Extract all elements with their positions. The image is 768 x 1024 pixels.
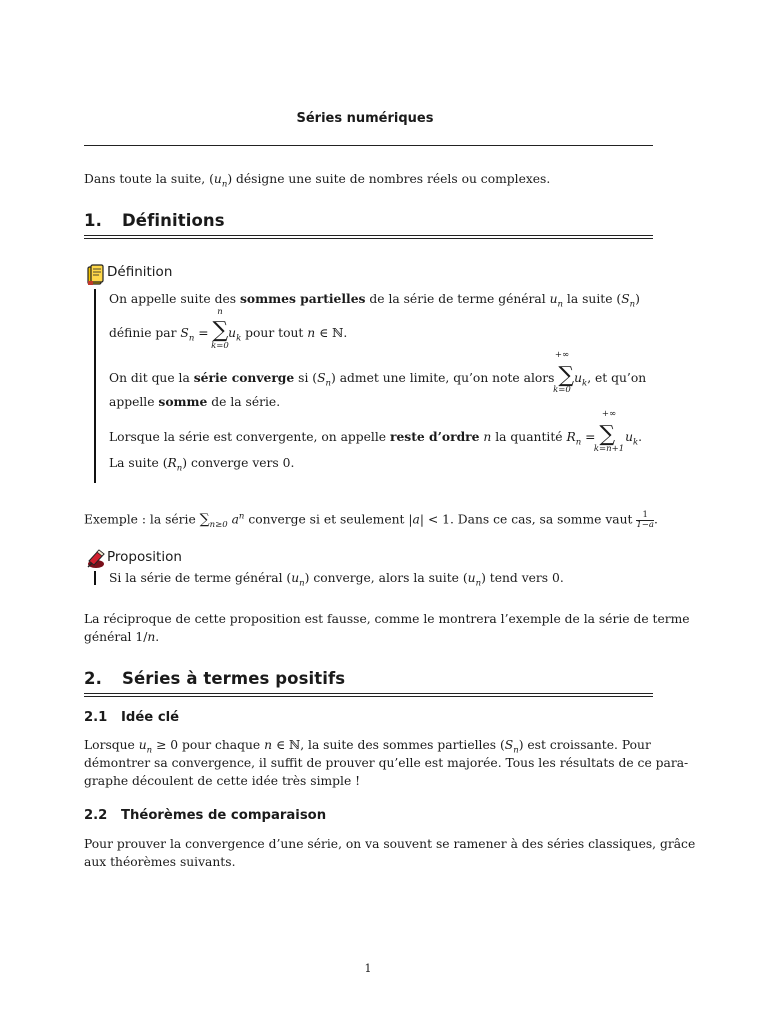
- subsection-heading-2-1: 2.1 Idée clé: [84, 710, 180, 725]
- title-rule: [84, 145, 653, 146]
- definition-heading: Définition: [107, 264, 173, 280]
- sum-lower-limit: k=n+1: [593, 444, 625, 454]
- sum-symbol: ∑: [558, 363, 575, 388]
- intro-text: Dans toute la suite, $(u_n)$ désigne une suite de nombres réels ou complexes.: [84, 172, 551, 190]
- fraction: $\frac{1}{1-a}$: [636, 510, 654, 530]
- subsection-2-2-line-1: Pour prouver la convergence d’une série, on va souvent se ramener à des séries classiques, grâce: [84, 837, 696, 851]
- section-2-rule: [84, 693, 653, 697]
- sum-upper-limit: n: [217, 307, 223, 317]
- proposition-text: Si la série de terme général $(u_n)$ converge, alors la suite $(u_n)$ tend vers 0.: [109, 571, 564, 589]
- sum-symbol: ∑: [599, 422, 616, 447]
- sum-symbol: ∑: [212, 318, 229, 343]
- definition-paragraph-4: La suite $(R_n)$ converge vers 0.: [109, 456, 295, 474]
- remark-line-1: La réciproque de cette proposition est fausse, comme le montrera l’exemple de la série de terme: [84, 612, 690, 626]
- subsection-2-1-line-3: graphe découlent de cette idée très simple !: [84, 774, 361, 788]
- definition-icon: [86, 264, 106, 286]
- subsection-2-1-line-2: démontrer sa convergence, il suffit de prouver qu’elle est majorée. Tous les résultats de ce para-: [84, 756, 689, 770]
- proposition-bar: [94, 571, 96, 585]
- subsection-heading-2-2: 2.2 Théorèmes de comparaison: [84, 808, 327, 823]
- definition-bar: [94, 289, 96, 483]
- sum-lower-limit: k=0: [211, 341, 229, 351]
- definition-paragraph-1-line2: définie par $S_n = \sum u_k$ pour tout n ∈ ℕ.: [109, 318, 348, 344]
- definition-paragraph-2: On dit que la série converge si $(S_n)$ admet une limite, qu’on note alors $\sum u_k$, et qu’on: [109, 363, 647, 389]
- definition-paragraph-2-line2: appelle somme de la série.: [109, 394, 281, 409]
- subsection-2-1-line-1: Lorsque $u_n \ge 0$ pour chaque n ∈ ℕ, la suite des sommes partielles $(S_n)$ est croissante. Pour: [84, 738, 651, 756]
- proposition-icon: [86, 547, 106, 569]
- remark-line-2: général 1/n.: [84, 630, 160, 644]
- sum-lower-limit: k=0: [553, 385, 571, 395]
- definition-paragraph-1: On appelle suite des sommes partielles de la série de terme général $u_n$ la suite $(S_n)$: [109, 291, 640, 310]
- subsection-2-2-line-2: aux théorèmes suivants.: [84, 855, 236, 869]
- page-number: 1: [364, 962, 372, 975]
- example-text: Exemple : la série $\sum_{n\ge 0}$ $a^n$ converge si et seulement |a| < 1. Dans ce cas, sa somme vaut $\frac{1}{1-a}$ .: [84, 510, 658, 530]
- section-1-rule: [84, 235, 653, 239]
- sum-upper-limit: +∞: [601, 409, 617, 419]
- proposition-heading: Proposition: [107, 549, 182, 565]
- page-title: Séries numériques: [296, 111, 434, 126]
- section-heading-2: 2. Séries à termes positifs: [84, 669, 346, 688]
- section-heading-1: 1. Définitions: [84, 211, 225, 230]
- definition-paragraph-3: Lorsque la série est convergente, on appelle reste d’ordre n la quantité $R_n$ = ∑ $u_k$.: [109, 422, 643, 448]
- sum-upper-limit: +∞: [554, 350, 570, 360]
